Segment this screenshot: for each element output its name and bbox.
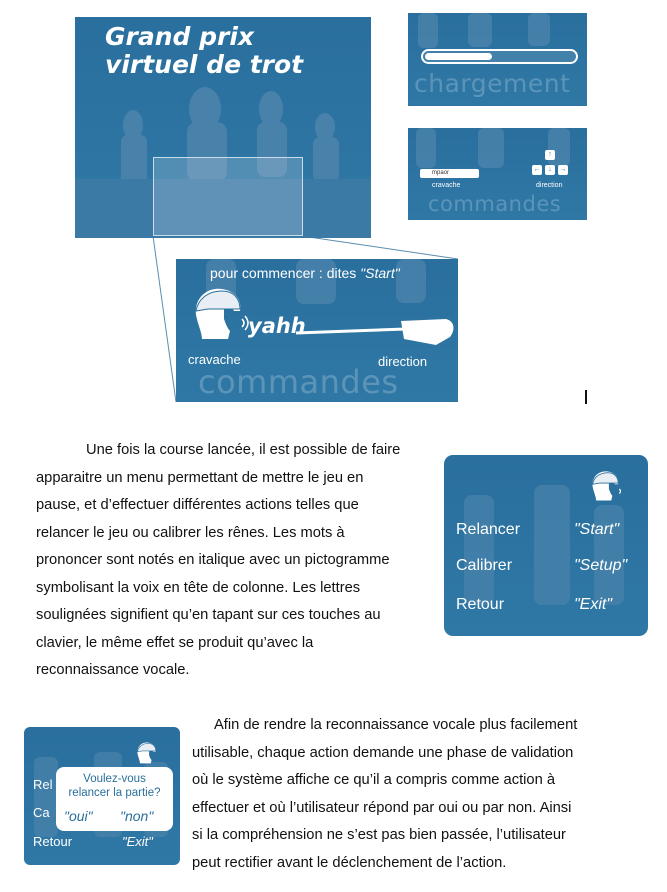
confirm-dialog-screenshot (24, 727, 180, 865)
menu-row-back[interactable] (456, 596, 634, 618)
loading-label: chargement (414, 69, 571, 98)
confirm-row3-label: Retour (33, 834, 73, 849)
confirm-row2-label: Ca (33, 805, 50, 820)
speaking-head-icon (188, 285, 250, 343)
menu-label-restart: Relancer (456, 521, 521, 538)
yes-option[interactable]: "oui" (64, 808, 93, 824)
paragraph-line: si la compréhension ne s’est pas bien passée, l’utilisateur (192, 827, 566, 843)
paragraph-line: relancer le jeu ou calibrer les rênes. Les mots à (36, 524, 345, 541)
menu-label-calibrate: Calibrer (456, 557, 513, 574)
paragraph-line: utilisable, chaque action demande une phase de validation (192, 744, 574, 761)
confirm-dialog (56, 767, 173, 831)
paragraph-line: pause, et d’effectuer différentes actions telles que (36, 497, 359, 513)
paragraph-line: reconnaissance vocale. (36, 662, 190, 678)
menu-command-setup: "Setup" (574, 557, 628, 574)
loading-progress-bar (421, 49, 578, 64)
shout-text: yahh (248, 314, 306, 338)
voice-icon (588, 469, 624, 503)
no-option[interactable]: "non" (120, 808, 154, 824)
start-hint-word: "Start" (360, 265, 400, 281)
menu-label-back: Retour (456, 596, 505, 613)
menu-row-calibrate[interactable] (456, 557, 634, 579)
zoomed-commands (176, 259, 458, 402)
paragraph-pause-menu (36, 437, 432, 685)
menu-row-restart[interactable] (456, 521, 634, 543)
command-input: mpaor (420, 169, 479, 178)
paragraph-line: apparaitre un menu permettant de mettre le jeu en (36, 469, 364, 486)
pause-menu-screenshot (444, 455, 648, 636)
loading-progress-fill (425, 53, 492, 60)
text-cursor (585, 390, 587, 404)
paragraph-line: prononcer sont notés en italique avec un pictogramme (36, 552, 390, 568)
paragraph-line: clavier, le même effet se produit qu’avec la (36, 634, 314, 651)
menu-command-exit: "Exit" (574, 596, 613, 613)
arrow-up-icon: ↑ (545, 150, 555, 160)
zoom-selection-box (153, 157, 303, 236)
start-hint-text: pour commencer : dites (210, 265, 361, 281)
confirm-question-line1: Voulez-vous (83, 773, 146, 785)
voice-icon (134, 741, 160, 765)
confirm-question-line2: relancer la partie? (68, 787, 161, 799)
whip-hand-icon (296, 315, 456, 355)
direction-label: direction (536, 182, 563, 189)
confirm-question (56, 772, 173, 800)
start-hint (210, 265, 400, 281)
paragraph-line: Une fois la course lancée, il est possible de faire (86, 442, 401, 458)
game-title-screenshot (75, 17, 371, 238)
whip-label-zoom: cravache (188, 352, 241, 367)
whip-label: cravache (432, 182, 461, 189)
paragraph-line: Afin de rendre la reconnaissance vocale plus facilement (214, 717, 578, 733)
commands-label-zoom: commandes (198, 363, 399, 401)
paragraph-line: symbolisant la voix en tête de colonne. Les lettres (36, 579, 361, 596)
arrow-right-icon: → (559, 166, 567, 173)
paragraph-line: soulignées signifient qu’en tapant sur ces touches au (36, 607, 381, 623)
menu-command-start: "Start" (574, 521, 620, 538)
confirm-row3-cmd: "Exit" (122, 834, 153, 849)
arrow-down-icon: ↓ (545, 165, 555, 175)
game-title (105, 23, 303, 79)
paragraph-line: effectuer et où l’utilisateur répond par oui ou par non. Ainsi (192, 799, 572, 816)
game-title-line2: virtuel de trot (105, 50, 304, 79)
direction-label-zoom: direction (378, 354, 428, 369)
loading-screenshot (408, 13, 587, 106)
game-title-line1: Grand prix (105, 22, 255, 51)
paragraph-validation (192, 712, 622, 877)
commands-label: commandes (428, 192, 562, 216)
arrow-left-icon: ← (533, 166, 541, 173)
paragraph-line: où le système affiche ce qu’il a compris comme action à (192, 772, 555, 788)
commands-screenshot (408, 128, 587, 220)
paragraph-line: peut rectifier avant le déclenchement de l’action. (192, 854, 507, 871)
confirm-row1-label: Rel (33, 777, 53, 792)
